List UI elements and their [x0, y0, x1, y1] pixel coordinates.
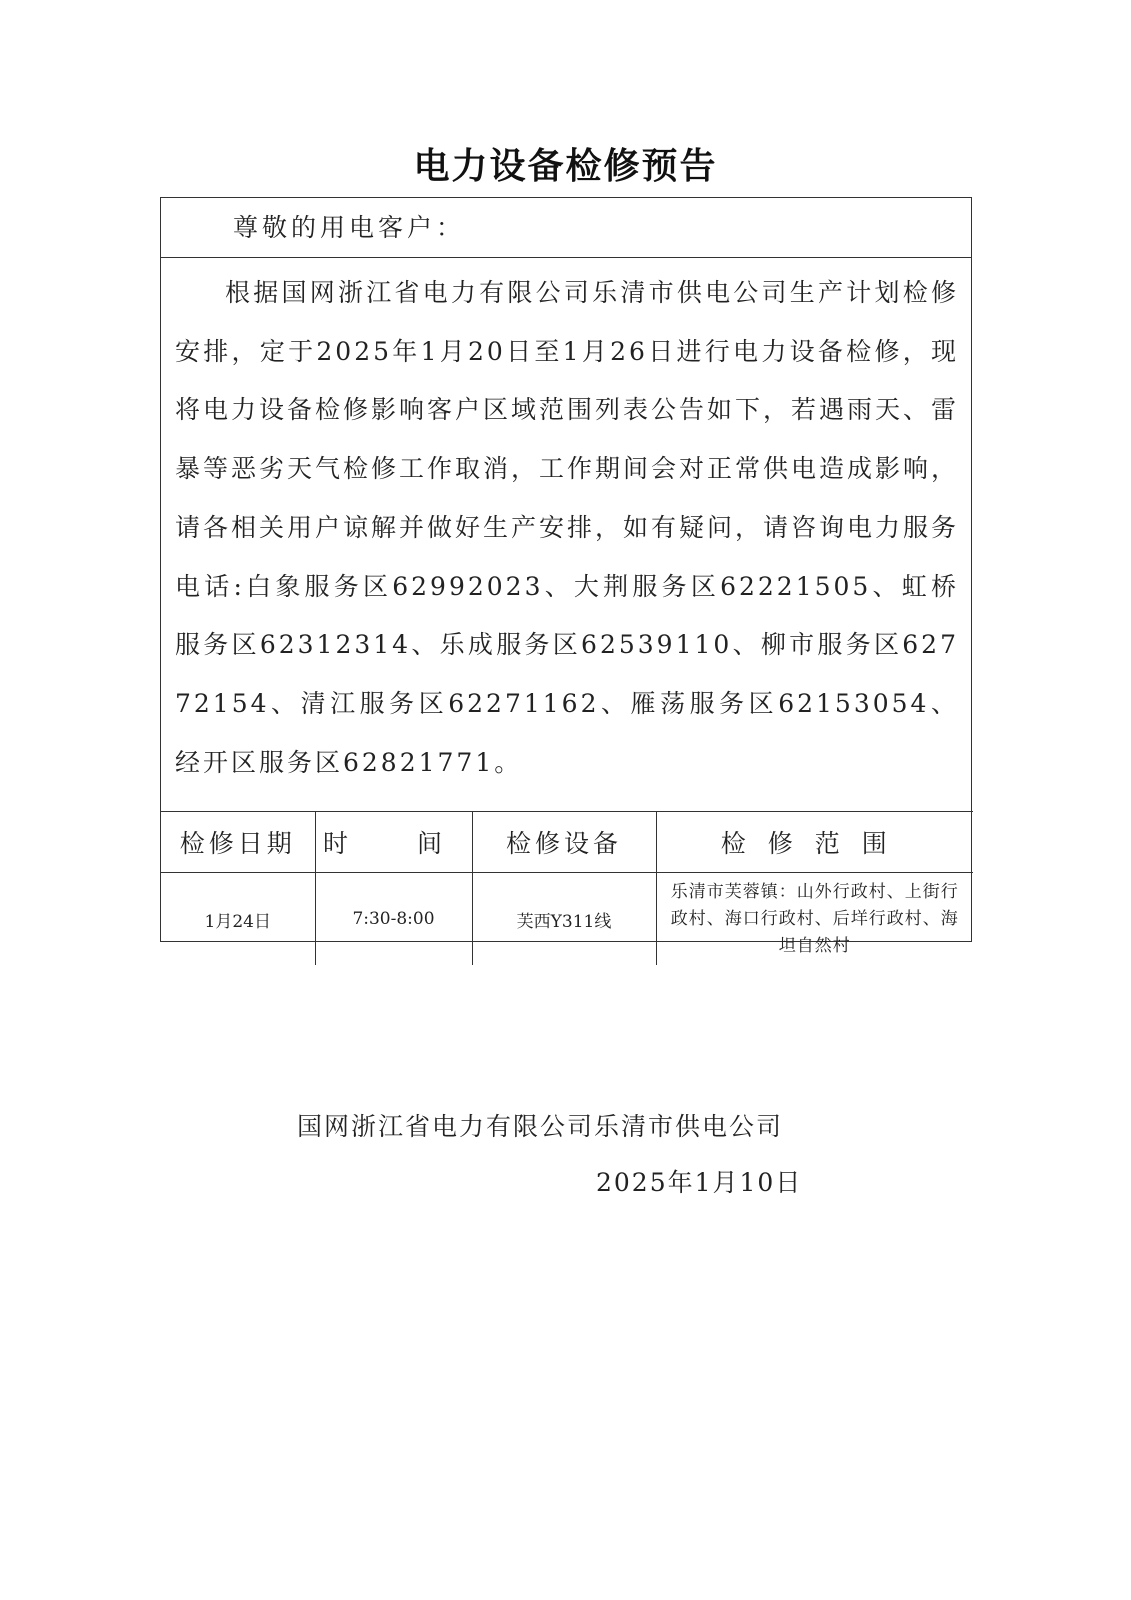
salutation: 尊敬的用电客户： — [161, 198, 971, 258]
cell-date: 1月24日 — [161, 873, 315, 966]
header-time: 时 间 — [315, 812, 472, 873]
signature-date: 2025年1月10日 — [596, 1168, 803, 1197]
header-equipment: 检修设备 — [472, 812, 656, 873]
notice-body: 根据国网浙江省电力有限公司乐清市供电公司生产计划检修安排，定于2025年1月20日至1月26日进行电力设备检修，现将电力设备检修影响客户区域范围列表公告如下，若遇雨天、雷暴等恶劣天气检修工作取消，工作期间会对正常供电造成影响，请各相关用户谅解并做好生产安排，如有疑问，请咨询电力服务电话:白象服务区62992023、大荆服务区62221505、虹桥服务区62312314、乐成服务区62539110、柳市服务区62772154、清江服务区62271162、雁荡服务区62153054、经开区服务区62821771。 — [175, 278, 960, 777]
maintenance-table — [161, 811, 973, 965]
table-header-row — [161, 812, 973, 873]
cell-equipment: 芙西Y311线 — [472, 873, 656, 966]
cell-time: 7:30-8:00 — [315, 873, 472, 966]
page-title: 电力设备检修预告 — [413, 146, 718, 187]
table-row — [161, 873, 973, 966]
notice-frame — [160, 197, 972, 956]
signature-company: 国网浙江省电力有限公司乐清市供电公司 — [297, 1112, 784, 1141]
cell-area: 乐清市芙蓉镇：山外行政村、上街行政村、海口行政村、后垟行政村、海坦自然村 — [656, 873, 973, 966]
header-area: 检修范围 — [656, 812, 973, 873]
header-date: 检修日期 — [161, 812, 315, 873]
